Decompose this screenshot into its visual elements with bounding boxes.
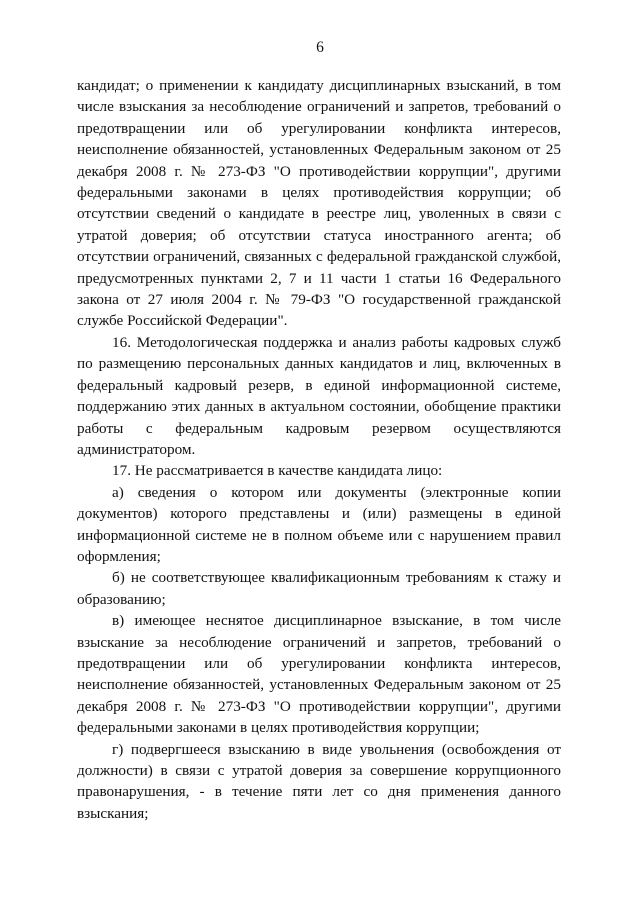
paragraph-17: 17. Не рассматривается в качестве кандидата лицо: [112,462,443,480]
paragraph-17v: в) имеющее неснятое дисциплинарное взыскание, в том числе взыскание за несоблюдение ограничений и запретов, требований о предотвращении или об урегулировании конфликта интересов, неисполнение обязанностей, установленных Федеральным законом от 25 декабря 2008 г. № 273-ФЗ "О противодействии коррупции", другими федеральными законами в целях противодействия коррупции; [77,612,561,737]
document-body [77,75,561,824]
paragraph-17b: б) не соответствующее квалификационным требованиям к стажу и образованию; [77,569,561,608]
paragraph-16: 16. Методологическая поддержка и анализ работы кадровых служб по размещению персональных данных кандидатов и лиц, включенных в федеральный кадровый резерв, в единой информационной системе, поддержанию этих данных в актуальном состоянии, обобщение практики работы с федеральным кадровым резервом осуществляются администратором. [77,333,561,458]
paragraph-17a: а) сведения о котором или документы (электронные копии документов) которого представлены и (или) размещены в единой информационной системе не в полном объеме или с нарушением правил оформления; [77,483,561,565]
paragraph-continuation: кандидат; о применении к кандидату дисциплинарных взысканий, в том числе взыскания за несоблюдение ограничений и запретов, требований о предотвращении или об урегулировании конфликта интересов, неисполнение обязанностей, установленных Федеральным законом от 25 декабря 2008 г. № 273-ФЗ "О противодействии коррупции", другими федеральными законами в целях противодействия коррупции; об отсутствии сведений о кандидате в реестре лиц, уволенных в связи с утратой доверия; об отсутствии статуса иностранного агента; об отсутствии ограничений, связанных с федеральной гражданской службой, предусмотренных пунктами 2, 7 и 11 части 1 статьи 16 Федерального закона от 27 июля 2004 г. № 79-ФЗ "О государственной гражданской службе Российской Федерации". [77,77,561,330]
page-number: 6 [316,39,324,56]
paragraph-17g: г) подвергшееся взысканию в виде увольнения (освобождения от должности) в связи с утратой доверия за совершение коррупционного правонарушения, - в течение пяти лет со дня применения данного взыскания; [77,740,561,822]
